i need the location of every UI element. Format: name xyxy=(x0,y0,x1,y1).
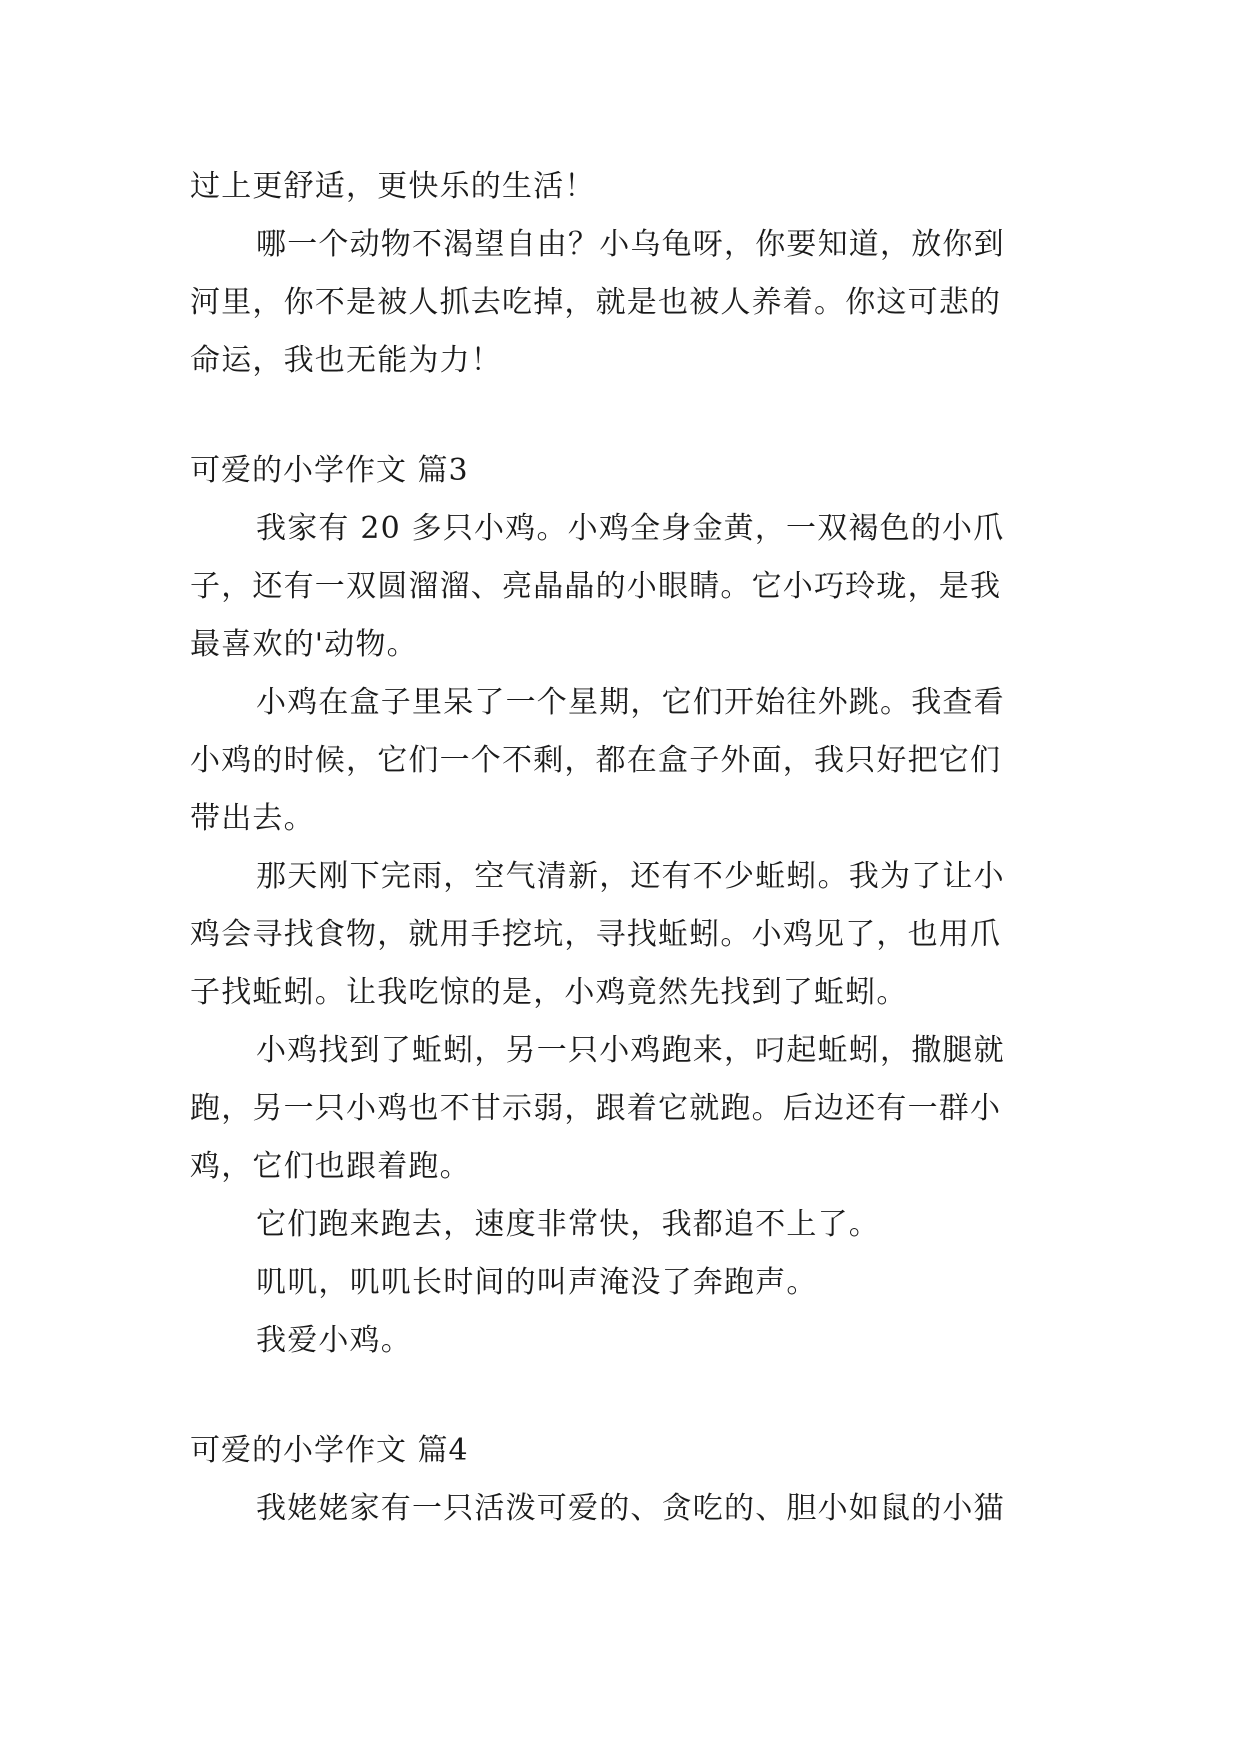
paragraph-line: 鸡会寻找食物，就用手挖坑，寻找蚯蚓。小鸡见了，也用爪 xyxy=(190,917,1002,952)
paragraph-line: 我姥姥家有一只活泼可爱的、贪吃的、胆小如鼠的小猫 xyxy=(256,1491,1005,1526)
section-heading: 可爱的小学作文 篇4 xyxy=(190,1433,469,1468)
paragraph-line: 子，还有一双圆溜溜、亮晶晶的小眼睛。它小巧玲珑，是我 xyxy=(190,569,1002,604)
document-page xyxy=(190,158,1060,1538)
paragraph-line: 命运，我也无能为力！ xyxy=(190,343,502,378)
paragraph-line: 子找蚯蚓。让我吃惊的是，小鸡竟然先找到了蚯蚓。 xyxy=(190,975,908,1010)
paragraph-line: 小鸡在盒子里呆了一个星期，它们开始往外跳。我查看 xyxy=(256,685,1005,720)
paragraph-line: 河里，你不是被人抓去吃掉，就是也被人养着。你这可悲的 xyxy=(190,285,1002,320)
paragraph-line: 我家有 20 多只小鸡。小鸡全身金黄，一双褐色的小爪 xyxy=(256,511,1005,546)
paragraph-line: 小鸡找到了蚯蚓，另一只小鸡跑来，叼起蚯蚓，撒腿就 xyxy=(256,1033,1005,1068)
paragraph-line: 它们跑来跑去，速度非常快，我都追不上了。 xyxy=(256,1207,880,1242)
paragraph-line: 那天刚下完雨，空气清新，还有不少蚯蚓。我为了让小 xyxy=(256,859,1005,894)
section-gap xyxy=(190,390,1060,442)
section-heading: 可爱的小学作文 篇3 xyxy=(190,453,469,488)
paragraph-line: 小鸡的时候，它们一个不剩，都在盒子外面，我只好把它们 xyxy=(190,743,1002,778)
paragraph-line: 哪一个动物不渴望自由？小乌龟呀，你要知道，放你到 xyxy=(256,227,1005,262)
paragraph-line: 我爱小鸡。 xyxy=(256,1323,412,1358)
section-gap xyxy=(190,1370,1060,1422)
paragraph-line: 最喜欢的'动物。 xyxy=(190,627,418,662)
paragraph-line: 过上更舒适，更快乐的生活！ xyxy=(190,169,596,204)
paragraph-line: 鸡，它们也跟着跑。 xyxy=(190,1149,471,1184)
paragraph-line: 带出去。 xyxy=(190,801,315,836)
paragraph-line: 叽叽，叽叽长时间的叫声淹没了奔跑声。 xyxy=(256,1265,818,1300)
paragraph-line: 跑，另一只小鸡也不甘示弱，跟着它就跑。后边还有一群小 xyxy=(190,1091,1002,1126)
